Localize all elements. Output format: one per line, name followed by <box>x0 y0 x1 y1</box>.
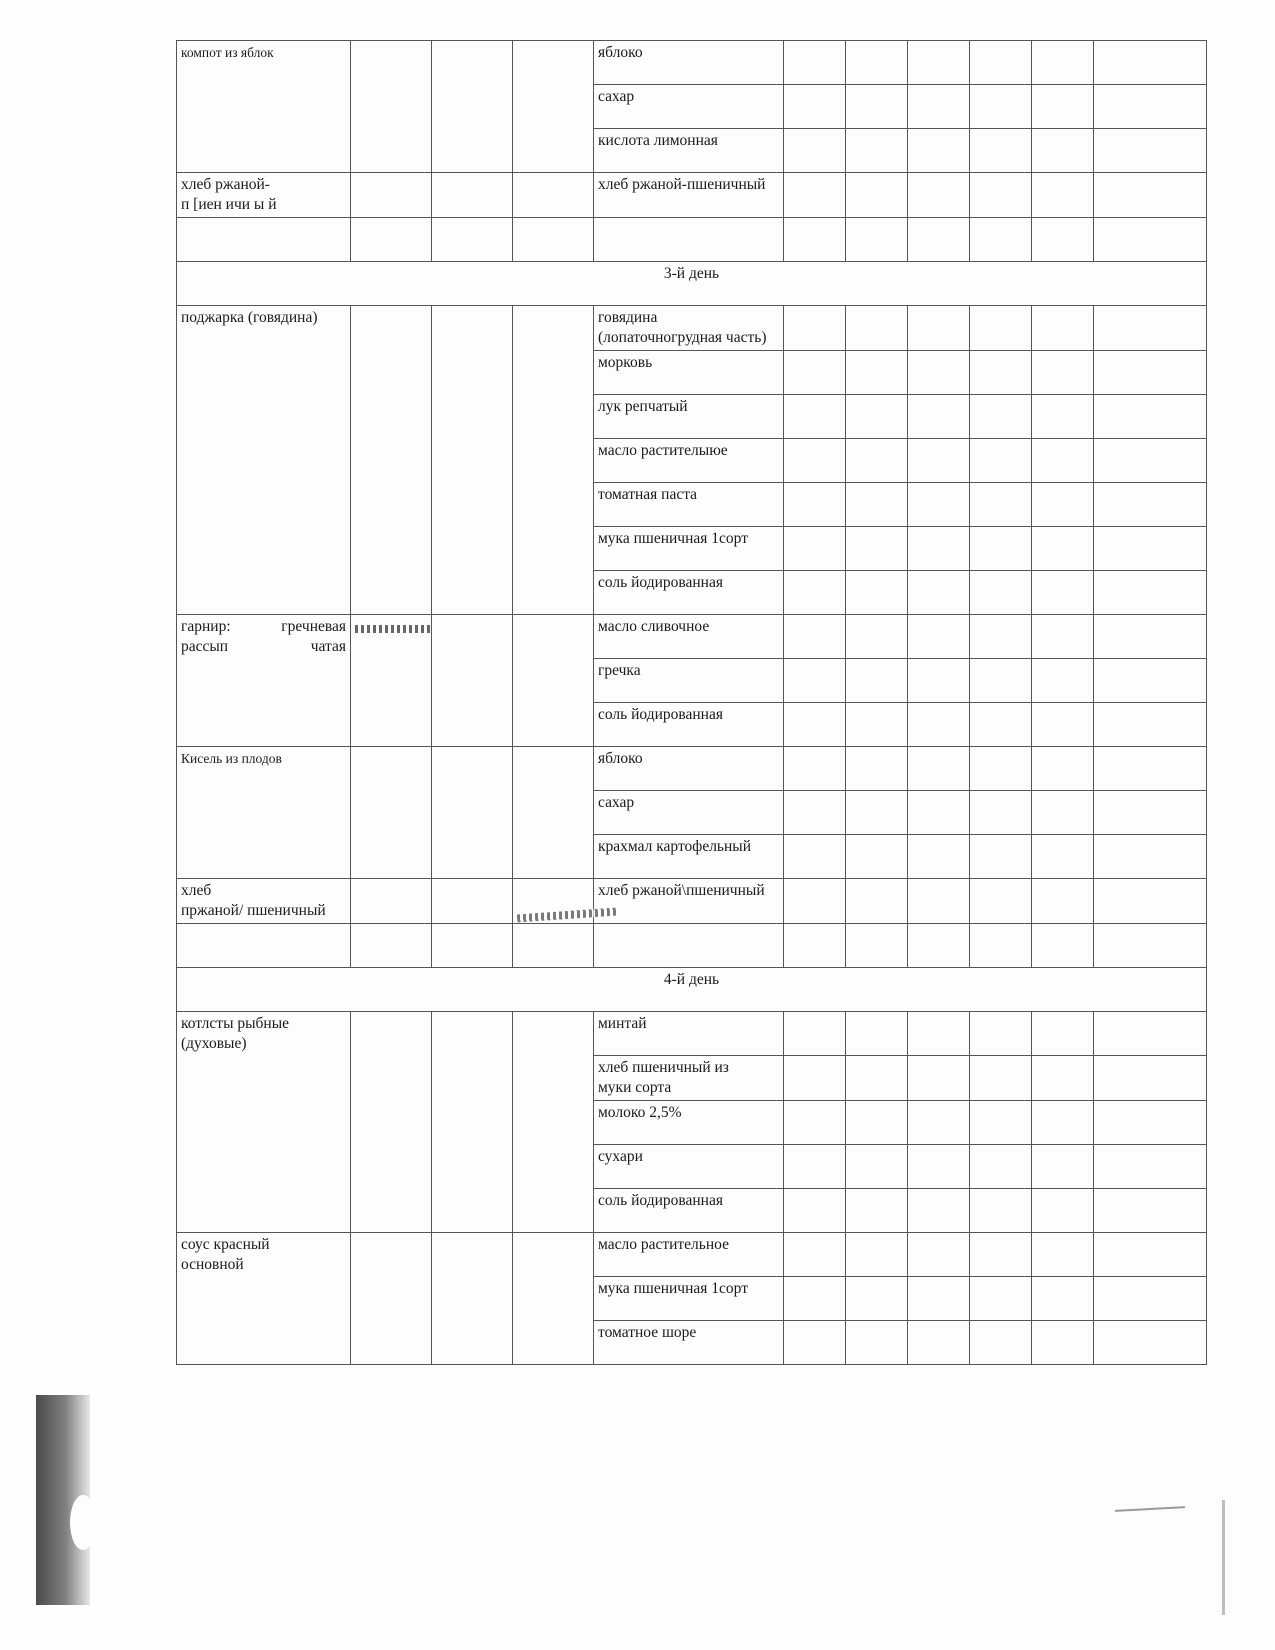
value-cell <box>432 306 513 615</box>
value-cell <box>908 527 970 571</box>
value-cell <box>784 306 846 351</box>
ingredient-name: хлеб пшеничный из муки сорта <box>594 1056 784 1101</box>
empty-cell <box>908 924 970 968</box>
ingredient-name: масло сливочное <box>594 615 784 659</box>
value-cell <box>1094 1233 1207 1277</box>
value-cell <box>513 41 594 173</box>
dish-name-text: гарнир: гречневая рассып чатая <box>181 618 346 655</box>
value-cell <box>432 173 513 218</box>
value-cell <box>1094 659 1207 703</box>
value-cell <box>908 1012 970 1056</box>
value-cell <box>970 1056 1032 1101</box>
empty-cell <box>970 924 1032 968</box>
value-cell <box>1094 747 1207 791</box>
value-cell <box>908 1189 970 1233</box>
value-cell <box>908 129 970 173</box>
value-cell <box>784 1321 846 1365</box>
value-cell <box>908 173 970 218</box>
value-cell <box>908 791 970 835</box>
value-cell <box>784 351 846 395</box>
value-cell <box>970 615 1032 659</box>
value-cell <box>1032 1233 1094 1277</box>
value-cell <box>432 879 513 924</box>
value-cell <box>351 1233 432 1365</box>
dish-name <box>177 615 351 747</box>
ingredient-name: кислота лимонная <box>594 129 784 173</box>
ingredient-name: масло растителыюе <box>594 439 784 483</box>
value-cell <box>1094 129 1207 173</box>
ingredient-name: соль йодированная <box>594 1189 784 1233</box>
menu-table-container <box>176 40 1206 1365</box>
dish-name <box>177 41 351 173</box>
value-cell <box>1032 1277 1094 1321</box>
day-header: 3-й день <box>177 262 1207 306</box>
value-cell <box>846 395 908 439</box>
scan-edge-line <box>1115 1506 1185 1512</box>
value-cell <box>846 439 908 483</box>
value-cell <box>908 85 970 129</box>
empty-cell <box>594 924 784 968</box>
empty-cell <box>513 924 594 968</box>
value-cell <box>908 747 970 791</box>
value-cell <box>784 85 846 129</box>
value-cell <box>784 1189 846 1233</box>
value-cell <box>1032 527 1094 571</box>
ingredient-name: томатная паста <box>594 483 784 527</box>
value-cell <box>970 659 1032 703</box>
value-cell <box>1032 1145 1094 1189</box>
value-cell <box>1032 615 1094 659</box>
value-cell <box>970 41 1032 85</box>
ingredient-name: хлеб ржаной-пшеничный <box>594 173 784 218</box>
ingredient-name: говядина (лопаточногрудная часть) <box>594 306 784 351</box>
dish-name-text: хлеб ржаной- п [иен ичи ы й <box>181 176 277 213</box>
value-cell <box>1032 835 1094 879</box>
value-cell <box>846 571 908 615</box>
ingredient-name: яблоко <box>594 41 784 85</box>
ingredient-name: мука пшеничная 1сорт <box>594 527 784 571</box>
value-cell <box>846 306 908 351</box>
scan-notch <box>70 1495 96 1550</box>
value-cell <box>784 879 846 924</box>
empty-cell <box>846 218 908 262</box>
value-cell <box>1032 395 1094 439</box>
ingredient-name: лук репчатый <box>594 395 784 439</box>
value-cell <box>784 483 846 527</box>
value-cell <box>784 835 846 879</box>
value-cell <box>908 439 970 483</box>
value-cell <box>908 351 970 395</box>
dish-name <box>177 173 351 218</box>
value-cell <box>846 1101 908 1145</box>
value-cell <box>784 791 846 835</box>
value-cell <box>784 1145 846 1189</box>
value-cell <box>784 1101 846 1145</box>
empty-cell <box>908 218 970 262</box>
value-cell <box>1094 791 1207 835</box>
value-cell <box>970 1101 1032 1145</box>
value-cell <box>846 703 908 747</box>
empty-cell <box>177 924 351 968</box>
value-cell <box>351 879 432 924</box>
value-cell <box>846 1056 908 1101</box>
table-row <box>177 173 1207 218</box>
empty-cell <box>432 218 513 262</box>
ingredient-name: сухари <box>594 1145 784 1189</box>
empty-cell <box>784 218 846 262</box>
value-cell <box>784 615 846 659</box>
day-header: 4-й день <box>177 968 1207 1012</box>
value-cell <box>1094 615 1207 659</box>
value-cell <box>1094 1145 1207 1189</box>
table-row <box>177 879 1207 924</box>
value-cell <box>1094 703 1207 747</box>
value-cell <box>784 1012 846 1056</box>
value-cell <box>908 1145 970 1189</box>
value-cell <box>846 659 908 703</box>
value-cell <box>1094 1012 1207 1056</box>
ingredient-name: соль йодированная <box>594 571 784 615</box>
ingredient-name: минтай <box>594 1012 784 1056</box>
ingredient-name: сахар <box>594 791 784 835</box>
value-cell <box>513 1233 594 1365</box>
value-cell <box>1032 747 1094 791</box>
value-cell <box>1032 483 1094 527</box>
empty-cell <box>1094 924 1207 968</box>
value-cell <box>846 1277 908 1321</box>
empty-row <box>177 218 1207 262</box>
dish-name-text: соус красный основной <box>181 1236 270 1273</box>
ingredient-name: сахар <box>594 85 784 129</box>
value-cell <box>908 306 970 351</box>
value-cell <box>970 835 1032 879</box>
value-cell <box>784 659 846 703</box>
value-cell <box>846 1233 908 1277</box>
value-cell <box>1032 879 1094 924</box>
value-cell <box>908 571 970 615</box>
value-cell <box>784 571 846 615</box>
value-cell <box>908 483 970 527</box>
value-cell <box>1094 41 1207 85</box>
value-cell <box>784 41 846 85</box>
value-cell <box>513 615 594 747</box>
value-cell <box>846 1321 908 1365</box>
empty-cell <box>1032 218 1094 262</box>
empty-cell <box>351 218 432 262</box>
dish-name <box>177 1012 351 1233</box>
value-cell <box>784 1277 846 1321</box>
value-cell <box>908 615 970 659</box>
value-cell <box>846 85 908 129</box>
empty-cell <box>846 924 908 968</box>
value-cell <box>1032 351 1094 395</box>
ingredient-name: соль йодированная <box>594 703 784 747</box>
value-cell <box>1032 1321 1094 1365</box>
dish-name-text: компот из яблок <box>181 45 274 60</box>
value-cell <box>908 1056 970 1101</box>
value-cell <box>1032 306 1094 351</box>
value-cell <box>1032 85 1094 129</box>
value-cell <box>432 1012 513 1233</box>
value-cell <box>846 129 908 173</box>
value-cell <box>846 879 908 924</box>
value-cell <box>513 173 594 218</box>
value-cell <box>908 1233 970 1277</box>
value-cell <box>1032 173 1094 218</box>
value-cell <box>513 1012 594 1233</box>
day-row <box>177 968 1207 1012</box>
value-cell <box>908 879 970 924</box>
value-cell <box>908 1321 970 1365</box>
value-cell <box>1032 1101 1094 1145</box>
table-row <box>177 306 1207 351</box>
value-cell <box>351 615 432 747</box>
ingredient-name: крахмал картофельный <box>594 835 784 879</box>
value-cell <box>846 483 908 527</box>
value-cell <box>1094 483 1207 527</box>
value-cell <box>784 1056 846 1101</box>
value-cell <box>970 791 1032 835</box>
value-cell <box>908 395 970 439</box>
dish-name <box>177 879 351 924</box>
value-cell <box>1094 395 1207 439</box>
dish-name <box>177 1233 351 1365</box>
value-cell <box>846 1189 908 1233</box>
empty-cell <box>970 218 1032 262</box>
value-cell <box>1032 1189 1094 1233</box>
ingredient-name: морковь <box>594 351 784 395</box>
value-cell <box>908 659 970 703</box>
value-cell <box>970 395 1032 439</box>
value-cell <box>784 747 846 791</box>
value-cell <box>784 129 846 173</box>
ingredient-name: мука пшеничная 1сорт <box>594 1277 784 1321</box>
value-cell <box>970 439 1032 483</box>
value-cell <box>1094 439 1207 483</box>
value-cell <box>970 747 1032 791</box>
value-cell <box>1032 41 1094 85</box>
value-cell <box>846 791 908 835</box>
value-cell <box>846 835 908 879</box>
table-row <box>177 1233 1207 1277</box>
value-cell <box>1032 1056 1094 1101</box>
value-cell <box>970 351 1032 395</box>
value-cell <box>1094 306 1207 351</box>
value-cell <box>351 41 432 173</box>
value-cell <box>1094 1321 1207 1365</box>
value-cell <box>970 1012 1032 1056</box>
value-cell <box>846 527 908 571</box>
table-row <box>177 41 1207 85</box>
value-cell <box>1094 351 1207 395</box>
value-cell <box>784 1233 846 1277</box>
value-cell <box>432 747 513 879</box>
value-cell <box>970 879 1032 924</box>
value-cell <box>1094 1277 1207 1321</box>
value-cell <box>784 173 846 218</box>
value-cell <box>846 41 908 85</box>
empty-cell <box>432 924 513 968</box>
value-cell <box>1094 1056 1207 1101</box>
empty-cell <box>351 924 432 968</box>
empty-cell <box>177 218 351 262</box>
value-cell <box>970 306 1032 351</box>
value-cell <box>784 527 846 571</box>
ingredient-name: молоко 2,5% <box>594 1101 784 1145</box>
value-cell <box>970 703 1032 747</box>
value-cell <box>846 351 908 395</box>
dish-name-text: поджарка (говядина) <box>181 309 318 326</box>
value-cell <box>784 439 846 483</box>
value-cell <box>1094 571 1207 615</box>
empty-cell <box>1032 924 1094 968</box>
value-cell <box>1094 1189 1207 1233</box>
value-cell <box>846 1145 908 1189</box>
value-cell <box>970 571 1032 615</box>
value-cell <box>784 395 846 439</box>
value-cell <box>1032 659 1094 703</box>
value-cell <box>970 483 1032 527</box>
value-cell <box>513 747 594 879</box>
value-cell <box>1032 703 1094 747</box>
menu-table <box>176 40 1207 1365</box>
value-cell <box>351 173 432 218</box>
value-cell <box>1094 835 1207 879</box>
value-cell <box>908 703 970 747</box>
day-row <box>177 262 1207 306</box>
empty-cell <box>594 218 784 262</box>
table-row <box>177 615 1207 659</box>
value-cell <box>1094 1101 1207 1145</box>
value-cell <box>351 747 432 879</box>
value-cell <box>1032 439 1094 483</box>
value-cell <box>970 173 1032 218</box>
value-cell <box>1094 85 1207 129</box>
value-cell <box>970 1277 1032 1321</box>
empty-cell <box>513 218 594 262</box>
value-cell <box>513 306 594 615</box>
value-cell <box>432 615 513 747</box>
table-row <box>177 1012 1207 1056</box>
ingredient-name: томатное шоре <box>594 1321 784 1365</box>
value-cell <box>784 703 846 747</box>
value-cell <box>1032 1012 1094 1056</box>
value-cell <box>970 1233 1032 1277</box>
value-cell <box>970 1321 1032 1365</box>
value-cell <box>908 835 970 879</box>
value-cell <box>1032 571 1094 615</box>
value-cell <box>908 1277 970 1321</box>
dish-name-text: котлсты рыбные (духовые) <box>181 1015 289 1052</box>
value-cell <box>351 306 432 615</box>
value-cell <box>970 129 1032 173</box>
value-cell <box>1032 129 1094 173</box>
ingredient-name: гречка <box>594 659 784 703</box>
ingredient-name: масло растительное <box>594 1233 784 1277</box>
value-cell <box>846 173 908 218</box>
value-cell <box>513 879 594 924</box>
value-cell <box>970 1145 1032 1189</box>
dish-name-text: хлеб пржаной/ пшеничный <box>181 882 326 919</box>
dish-name-text: Кисель из плодов <box>181 751 282 766</box>
value-cell <box>432 41 513 173</box>
dish-name <box>177 747 351 879</box>
value-cell <box>1094 879 1207 924</box>
value-cell <box>1094 527 1207 571</box>
value-cell <box>908 41 970 85</box>
empty-cell <box>784 924 846 968</box>
value-cell <box>846 615 908 659</box>
scan-edge-right <box>1222 1500 1225 1615</box>
value-cell <box>970 527 1032 571</box>
value-cell <box>432 1233 513 1365</box>
empty-row <box>177 924 1207 968</box>
value-cell <box>908 1101 970 1145</box>
dish-name <box>177 306 351 615</box>
value-cell <box>351 1012 432 1233</box>
table-row <box>177 747 1207 791</box>
ingredient-name: яблоко <box>594 747 784 791</box>
ingredient-name: хлеб ржаной\пшеничный <box>594 879 784 924</box>
value-cell <box>846 1012 908 1056</box>
value-cell <box>846 747 908 791</box>
ink-smudge <box>355 625 431 633</box>
value-cell <box>1032 791 1094 835</box>
empty-cell <box>1094 218 1207 262</box>
value-cell <box>970 85 1032 129</box>
value-cell <box>1094 173 1207 218</box>
value-cell <box>970 1189 1032 1233</box>
